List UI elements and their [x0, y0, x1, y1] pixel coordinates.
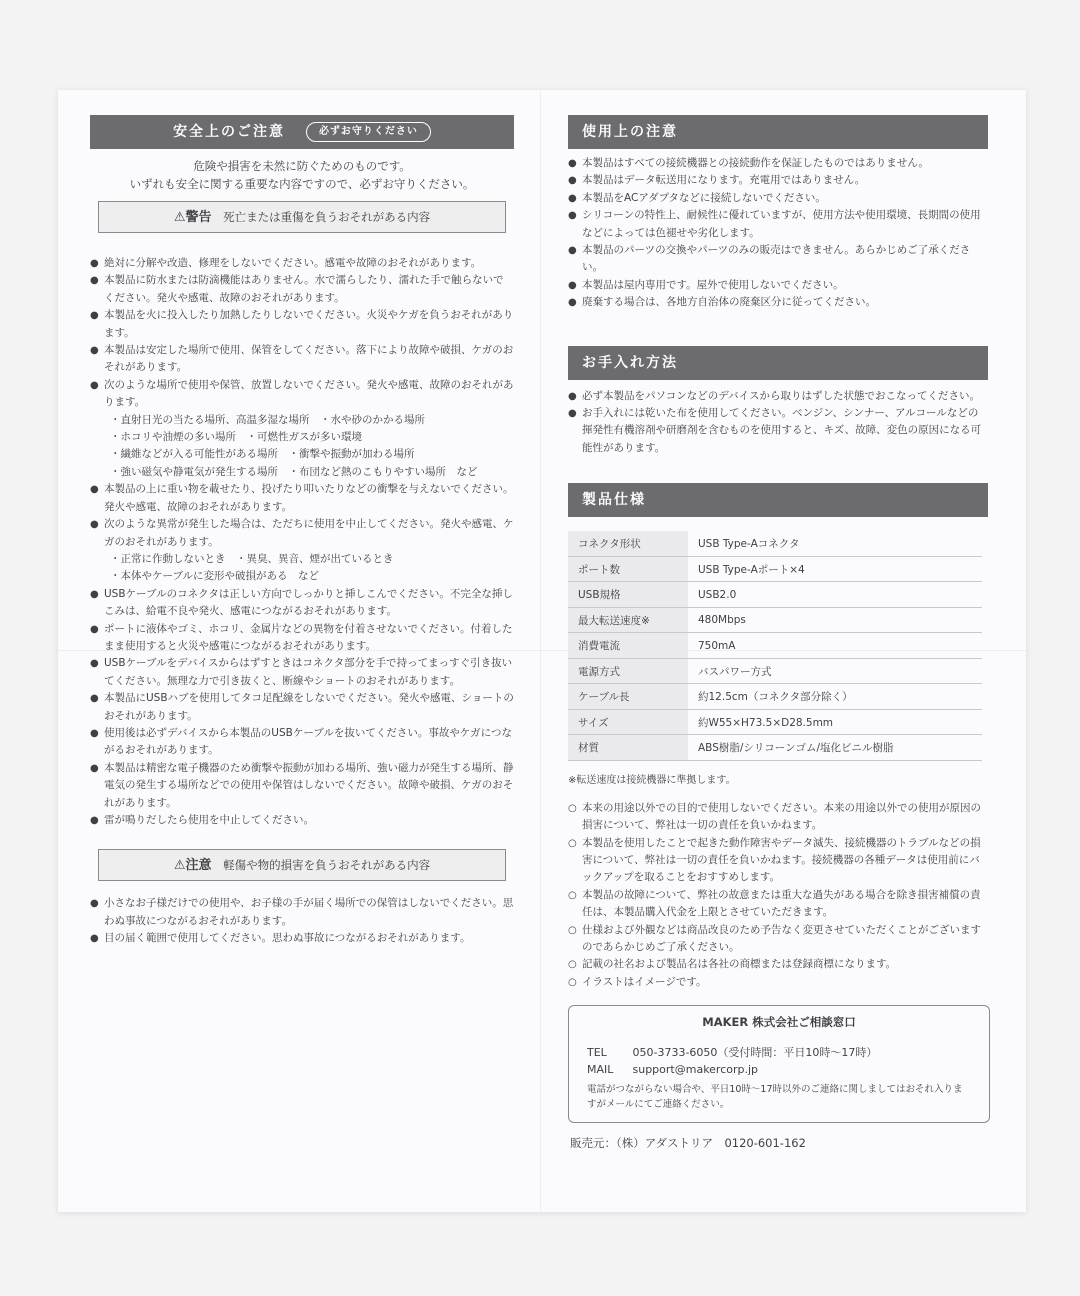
spec-value: 約W55×H73.5×D28.5mm: [688, 709, 982, 735]
spec-row: [568, 607, 982, 633]
spec-row: [568, 633, 982, 659]
list-item: ● 本製品にUSBハブを使用してタコ足配線をしないでください。発火や感電、ショートのおそれがあります。: [90, 690, 514, 725]
spec-key: コネクタ形状: [568, 531, 688, 556]
spec-value: USB Type-Aコネクタ: [688, 531, 982, 556]
spec-value: USB Type-Aポート×4: [688, 556, 982, 582]
tel-value: 050-3733-6050（受付時間：平日10時～17時）: [632, 1046, 878, 1060]
list-item: ● 必ず本製品をパソコンなどのデバイスから取りはずした状態でおこなってください。: [568, 388, 988, 405]
list-item: ○ 仕様および外観などは商品改良のため予告なく変更させていただくことがございますのであらかじめご了承ください。: [568, 922, 988, 957]
spec-value: バスパワー方式: [688, 658, 982, 684]
safety-header: [90, 115, 514, 149]
mail-value: support@makercorp.jp: [632, 1063, 759, 1077]
care-title: お手入れ方法: [582, 354, 678, 371]
spec-key: 消費電流: [568, 633, 688, 659]
lead-line: 危険や損害を未然に防ぐためのものです。: [193, 159, 411, 173]
caution-list: [90, 895, 514, 947]
caution-label-text: 注意: [185, 858, 212, 874]
place-item: ・ホコリや油煙の多い場所 ・可燃性ガスが多い環境: [110, 431, 362, 444]
list-item: ● シリコーンの特性上、耐候性に優れていますが、使用方法や使用環境、長期間の使用などによっては色褪せや劣化します。: [568, 207, 988, 242]
list-item: ○ イラストはイメージです。: [568, 974, 988, 991]
list-item: ● USBケーブルのコネクタは正しい方向でしっかりと挿しこんでください。不完全な挿しこみは、給電不良や発火、感電につながるおそれがあります。: [90, 586, 514, 621]
list-item: ● 本製品のパーツの交換やパーツのみの販売はできません。あらかじめご了承ください。: [568, 242, 988, 277]
warning-list: [90, 255, 514, 829]
spec-title: 製品仕様: [582, 492, 646, 509]
mail-label: MAIL: [587, 1063, 614, 1077]
abnormal-item: ・本体やケーブルに変形や破損がある など: [110, 570, 320, 583]
list-item: ● 次のような異常が発生した場合は、ただちに使用を中止してください。発火や感電、ケガのおそれがあります。: [90, 516, 514, 551]
place-item: ・強い磁気や静電気が発生する場所 ・布団など熱のこもりやすい場所 など: [110, 465, 478, 478]
safety-title: 安全上のご注意: [173, 124, 286, 140]
spec-row: [568, 684, 982, 710]
safety-column: [90, 115, 514, 948]
spec-row: [568, 709, 982, 735]
spec-value: USB2.0: [688, 582, 982, 608]
fold-crease-vertical: [540, 90, 541, 1212]
care-header: [568, 346, 988, 380]
usage-title: 使用上の注意: [582, 124, 678, 140]
spec-value: 750mA: [688, 633, 982, 659]
list-item: ● 本製品をACアダプタなどに接続しないでください。: [568, 190, 988, 207]
contact-box: [568, 1005, 990, 1123]
spec-value: 約12.5cm（コネクタ部分除く）: [688, 684, 982, 710]
list-item: ● ポートに液体やゴミ、ホコリ、金属片などの異物を付着させないでください。付着したまま使用すると火災や感電につながるおそれがあります。: [90, 621, 514, 656]
spec-key: 最大転送速度※: [568, 607, 688, 633]
usage-header: [568, 115, 988, 149]
list-item: ● 本製品の上に重い物を載せたり、投げたり叩いたりなどの衝撃を与えないでください。発火や感電、故障のおそれがあります。: [90, 481, 514, 516]
list-item: ● 本製品は屋内専用です。屋外で使用しないでください。: [568, 277, 988, 294]
caution-text: 軽傷や物的損害を負うおそれがある内容: [223, 858, 431, 873]
spec-key: 材質: [568, 735, 688, 761]
spec-note: ※転送速度は接続機器に準拠します。: [568, 774, 736, 786]
spec-key: ケーブル長: [568, 684, 688, 710]
spec-row: [568, 582, 982, 608]
list-item: ● 絶対に分解や改造、修理をしないでください。感電や故障のおそれがあります。: [90, 255, 514, 272]
spec-key: USB規格: [568, 582, 688, 608]
list-item: ● 本製品はすべての接続機器との接続動作を保証したものではありません。: [568, 155, 988, 172]
list-item: ○ 本来の用途以外での目的で使用しないでください。本来の用途以外での使用が原因の損害について、弊社は一切の責任を負いかねます。: [568, 800, 988, 835]
spec-key: 電源方式: [568, 658, 688, 684]
care-list: [568, 388, 988, 458]
spec-row: [568, 735, 982, 761]
list-item: ● USBケーブルをデバイスからはずすときはコネクタ部分を手で持ってまっすぐ引き抜いてください。無理な力で引き抜くと、断線やショートのおそれがあります。: [90, 655, 514, 690]
list-item: ● 次のような場所で使用や保管、放置しないでください。発火や感電、故障のおそれがあります。: [90, 377, 514, 412]
spec-row: [568, 658, 982, 684]
list-item: ○ 本製品の故障について、弊社の故意または重大な過失がある場合を除き損害補償の責任は、本製品購入代金を上限とさせていただきます。: [568, 887, 988, 922]
abnormal-item: ・正常に作動しないとき ・異臭、異音、煙が出ているとき: [110, 552, 394, 565]
seller-info: 販売元：（株）アダストリア 0120-601-162: [570, 1136, 806, 1151]
place-item: ・直射日光の当たる場所、高温多湿な場所 ・水や砂のかかる場所: [110, 413, 425, 426]
list-item: ● 本製品は安定した場所で使用、保管をしてください。落下により故障や破損、ケガのおそれがあります。: [90, 342, 514, 377]
list-item: ● 小さなお子様だけでの使用や、お子様の手が届く場所での保管はしないでください。思わぬ事故につながるおそれがあります。: [90, 895, 514, 930]
list-item: ● 雷が鳴りだしたら使用を中止してください。: [90, 812, 514, 829]
list-item: ● 本製品はデータ転送用になります。充電用ではありません。: [568, 172, 988, 189]
list-item: ○ 本製品を使用したことで起きた動作障害やデータ滅失、接続機器のトラブルなどの損害について、弊社は一切の責任を負いかねます。接続機器の各種データは使用前にバックアップを取ることをおすすめします。: [568, 835, 988, 887]
caution-box: [98, 849, 506, 881]
list-item: ● 本製品を火に投入したり加熱したりしないでください。火災やケガを負うおそれがあります。: [90, 307, 514, 342]
spec-value: 480Mbps: [688, 607, 982, 633]
warning-label: ⚠警告: [173, 210, 212, 225]
tel-label: TEL: [587, 1046, 607, 1060]
warning-label-text: 警告: [185, 210, 212, 225]
safety-lead: [90, 157, 514, 193]
spec-row: [568, 556, 982, 582]
list-item: ● 本製品は精密な電子機器のため衝撃や振動が加わる場所、強い磁力が発生する場所、静電気の発生する場所などでの使用や保管はしないでください。故障や破損、ケガのおそれがあります。: [90, 760, 514, 812]
contact-note: 電話がつながらない場合や、平日10時～17時以外のご連絡に関しましてはおそれ入りますがメールにてご連絡ください。: [587, 1084, 963, 1111]
info-column: [568, 115, 988, 1151]
list-item: ● 本製品に防水または防滴機能はありません。水で濡らしたり、濡れた手で触らないでください。発火や感電、故障のおそれがあります。: [90, 272, 514, 307]
spec-key: サイズ: [568, 709, 688, 735]
list-item: ● 廃棄する場合は、各地方自治体の廃棄区分に従ってください。: [568, 294, 988, 311]
lead-line: いずれも安全に関する重要な内容ですので、必ずお守りください。: [129, 177, 475, 191]
contact-mail: [587, 1061, 971, 1078]
usage-list: [568, 155, 988, 312]
contact-tel: [587, 1044, 971, 1061]
contact-title: MAKER 株式会社ご相談窓口: [702, 1015, 856, 1030]
caution-label: ⚠注意: [173, 858, 212, 874]
place-item: ・繊維などが入る可能性がある場所 ・衝撃や振動が加わる場所: [110, 448, 415, 461]
spec-value: ABS樹脂/シリコーンゴム/塩化ビニル樹脂: [688, 735, 982, 761]
disclaimer-list: [568, 800, 988, 991]
warning-text: 死亡または重傷を負うおそれがある内容: [223, 210, 431, 224]
spec-table: [568, 531, 982, 761]
must-follow-badge: 必ずお守りください: [306, 122, 431, 142]
spec-row: [568, 531, 982, 556]
spec-header: [568, 483, 988, 517]
spec-key: ポート数: [568, 556, 688, 582]
list-item: ● 目の届く範囲で使用してください。思わぬ事故につながるおそれがあります。: [90, 930, 514, 947]
warning-box: [98, 201, 506, 233]
list-item: ○ 記載の社名および製品名は各社の商標または登録商標になります。: [568, 956, 988, 973]
list-item: ● お手入れには乾いた布を使用してください。ベンジン、シンナー、アルコールなどの揮発性有機溶剤や研磨剤を含むものを使用すると、キズ、故障、変色の原因になる可能性があります。: [568, 405, 988, 457]
list-item: ● 使用後は必ずデバイスから本製品のUSBケーブルを抜いてください。事故やケガにつながるおそれがあります。: [90, 725, 514, 760]
